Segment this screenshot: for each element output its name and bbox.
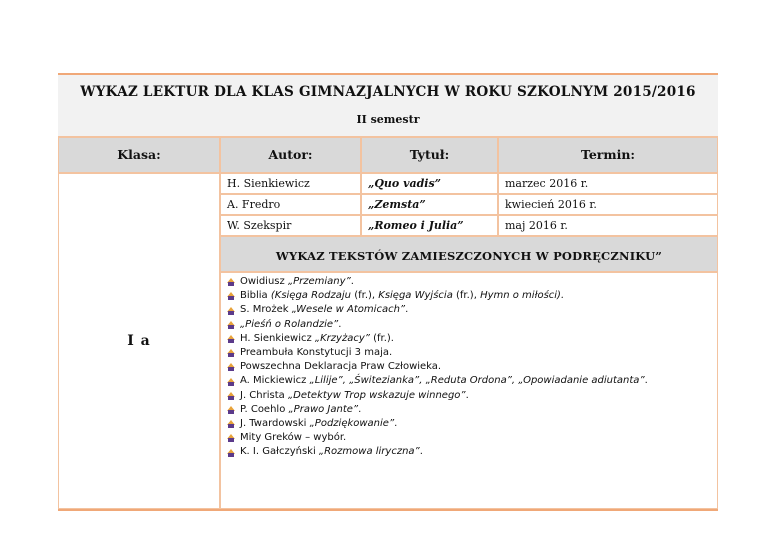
list-item-fragment: J. Twardowski [240,418,310,430]
list-item-text [240,332,394,346]
list-item [227,275,648,289]
bullet-icon [227,349,235,357]
list-item-fragment: P. Coehlo [240,403,289,415]
bullet-icon [227,406,235,414]
list-item [227,374,648,388]
row-3-termin: maj 2016 r. [498,215,718,236]
list-item-fragment: . [465,389,469,401]
list-item-text [240,360,441,374]
list-item-text [240,389,469,403]
list-item-text [240,318,341,332]
list-item-fragment: . [644,375,648,387]
bullet-icon [227,278,235,286]
row-2-autor: A. Fredro [220,194,361,215]
row-2-termin: kwiecień 2016 r. [498,194,718,215]
row-1-termin: marzec 2016 r. [498,173,718,194]
list-item-text [240,445,423,459]
list-item-fragment: K. I. Gałczyński [240,446,319,458]
list-item-fragment: „Prawo Jante” [288,403,359,415]
list-item-fragment: A. Mickiewicz [240,375,310,387]
list-item-fragment: „Rozmowa liryczna” [318,446,420,458]
list-item-fragment: „Detektyw Trop wskazuje winnego” [287,389,466,401]
title-block [58,75,718,137]
bullet-icon [227,321,235,329]
list-item [227,403,648,417]
list-item-fragment: . [350,276,354,287]
list-item-fragment: Powszechna Deklaracja Praw Człowieka. [240,361,442,373]
texts-list [227,275,648,460]
list-item-fragment: S. Mrożek [240,304,292,316]
texts-header: WYKAZ TEKSTÓW ZAMIESZCZONYCH W PODRĘCZNIKU” [220,236,718,272]
list-item-fragment: „Pieśń o Rolandzie” [240,318,339,330]
list-item-fragment: „Podziękowanie” [309,418,395,430]
list-item [227,332,648,346]
bullet-icon [227,335,235,343]
list-item-text [240,303,408,317]
list-item-fragment: „Krzyżacy” [314,332,370,344]
row-3-autor: W. Szekspir [220,215,361,236]
list-item [227,346,648,360]
bullet-icon [227,449,235,457]
bullet-icon [227,307,235,315]
header-tytul: Tytuł: [361,137,498,173]
list-item [227,318,648,332]
list-item-fragment: (Księga Rodzaju [270,290,352,302]
list-item [227,303,648,317]
list-item-fragment: (fr.), [351,290,379,302]
list-item-fragment: Preambuła Konstytucji 3 maja. [240,347,393,359]
bullet-icon [227,392,235,400]
list-item-fragment: „Lilije”, „Świtezianka”, „Reduta Ordona”, „Opowiadanie adiutanta” [309,375,645,387]
klasa-value: I a [58,173,220,509]
bullet-icon [227,420,235,428]
list-item [227,389,648,403]
list-item-fragment: . [419,446,423,458]
list-item-text [240,403,361,417]
list-item [227,417,648,431]
row-1-tytul: „Quo vadis” [361,173,498,194]
list-item-text [240,275,354,289]
bullet-icon [227,434,235,442]
list-item-text [240,346,392,360]
list-item-text [240,289,564,303]
bullet-icon [227,292,235,300]
list-item-text [240,431,346,445]
list-item-fragment: . [405,304,409,316]
header-autor: Autor: [220,137,361,173]
row-1-autor: H. Sienkiewicz [220,173,361,194]
list-item-text [240,374,648,388]
list-item-fragment: . [358,403,362,415]
list-item [227,360,648,374]
row-3-tytul: „Romeo i Julia” [361,215,498,236]
list-item-fragment: . [338,318,342,330]
document-title: WYKAZ LEKTUR DLA KLAS GIMNAZJALNYCH W ROKU SZKOLNYM 2015/2016 [80,84,696,100]
list-item-fragment: J. Christa [240,389,288,401]
list-item [227,445,648,459]
list-item-fragment: . [394,418,398,430]
header-klasa: Klasa: [58,137,220,173]
list-item-text [240,417,397,431]
list-item-fragment: „Wesele w Atomicach” [291,304,406,316]
texts-list-cell [220,272,718,509]
list-item-fragment: Hymn o miłości). [480,290,565,302]
row-2-tytul: „Zemsta” [361,194,498,215]
list-item-fragment: (fr.). [369,332,394,344]
header-termin: Termin: [498,137,718,173]
list-item-fragment: (fr.), [452,290,481,302]
list-item [227,289,648,303]
list-item-fragment: H. Sienkiewicz [240,332,315,344]
list-item-fragment: Mity Greków – wybór. [240,432,347,444]
semester-label: II semestr [356,113,420,126]
list-item-fragment: „Przemiany” [287,276,351,287]
reading-list-table [58,73,718,511]
list-item-fragment: Biblia [240,290,271,302]
list-item [227,431,648,445]
bullet-icon [227,363,235,371]
list-item-fragment: Owidiusz [240,276,288,287]
list-item-fragment: Księga Wyjścia [378,290,453,302]
bullet-icon [227,378,235,386]
